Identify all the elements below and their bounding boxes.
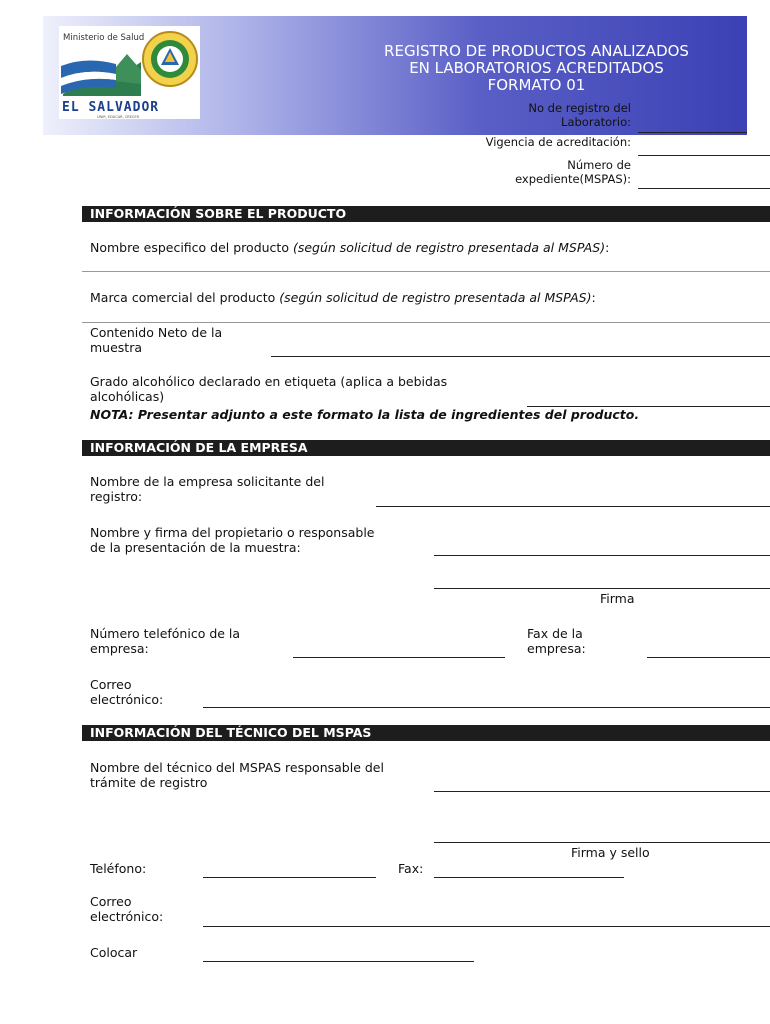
tecnico-correo-label: Correo electrónico: <box>90 894 164 924</box>
telefono-empresa-field[interactable] <box>293 657 505 658</box>
title-line-1: REGISTRO DE PRODUCTOS ANALIZADOS <box>384 42 689 60</box>
landscape-flag-graphic <box>61 44 143 100</box>
tecnico-correo-field[interactable] <box>203 926 770 927</box>
contenido-field[interactable] <box>271 356 770 357</box>
expediente-field[interactable] <box>638 188 770 189</box>
vigencia-label: Vigencia de acreditación: <box>485 135 631 149</box>
propietario-nombre-field[interactable] <box>434 555 770 556</box>
fax-empresa-field[interactable] <box>647 657 770 658</box>
nota-ingredientes: NOTA: Presentar adjunto a este formato la lista de ingredientes del producto. <box>90 407 640 422</box>
expediente-label: Número de expediente(MSPAS): <box>515 158 631 186</box>
tecnico-fax-label: Fax: <box>398 861 424 876</box>
ministry-logo <box>59 26 200 119</box>
ministry-name: Ministerio de Salud <box>63 33 145 43</box>
fax-empresa-label: Fax de la empresa: <box>527 626 586 656</box>
section-tecnico-heading: INFORMACIÓN DEL TÉCNICO DEL MSPAS <box>82 725 770 741</box>
tecnico-telefono-label: Teléfono: <box>90 861 147 876</box>
contenido-label: Contenido Neto de la muestra <box>90 325 223 355</box>
colocar-field[interactable] <box>203 961 474 962</box>
title-line-3: FORMATO 01 <box>487 76 586 94</box>
telefono-empresa-label: Número telefónico de la empresa: <box>90 626 241 656</box>
firma-sello-caption: Firma y sello <box>571 845 650 860</box>
empresa-nombre-field[interactable] <box>376 506 770 507</box>
registro-label: No de registro del Laboratorio: <box>528 101 631 129</box>
colocar-label: Colocar <box>90 945 138 960</box>
national-seal-icon <box>141 30 199 88</box>
section-empresa-heading: INFORMACIÓN DE LA EMPRESA <box>82 440 770 456</box>
grado-alcoholico-label: Grado alcohólico declarado en etiqueta (aplica a bebidas alcohólicas) <box>90 374 448 404</box>
tecnico-telefono-field[interactable] <box>203 877 376 878</box>
title-line-2: EN LABORATORIOS ACREDITADOS <box>409 59 664 77</box>
vigencia-field[interactable] <box>638 155 770 156</box>
marca-label: Marca comercial del producto (según solicitud de registro presentada al MSPAS): <box>90 290 596 305</box>
firma-caption: Firma <box>600 591 635 606</box>
correo-empresa-label: Correo electrónico: <box>90 677 164 707</box>
empresa-nombre-label: Nombre de la empresa solicitante del registro: <box>90 474 325 504</box>
propietario-firma-field[interactable] <box>434 588 770 589</box>
tecnico-nombre-label: Nombre del técnico del MSPAS responsable del trámite de registro <box>90 760 384 790</box>
correo-empresa-field[interactable] <box>203 707 770 708</box>
country-name: EL SALVADOR <box>62 100 160 115</box>
nombre-producto-label: Nombre especifico del producto (según solicitud de registro presentada al MSPAS): <box>90 240 610 255</box>
marca-field[interactable] <box>82 322 770 323</box>
tecnico-firma-field[interactable] <box>434 842 770 843</box>
registro-field[interactable] <box>638 132 747 133</box>
tagline: UNIR, EDUCAR, CRECER <box>97 115 140 119</box>
nombre-producto-field[interactable] <box>82 271 770 272</box>
section-producto-heading: INFORMACIÓN SOBRE EL PRODUCTO <box>82 206 770 222</box>
propietario-label: Nombre y firma del propietario o responsable de la presentación de la muestra: <box>90 525 375 555</box>
form-title <box>355 43 718 94</box>
tecnico-fax-field[interactable] <box>434 877 624 878</box>
tecnico-nombre-field[interactable] <box>434 791 770 792</box>
